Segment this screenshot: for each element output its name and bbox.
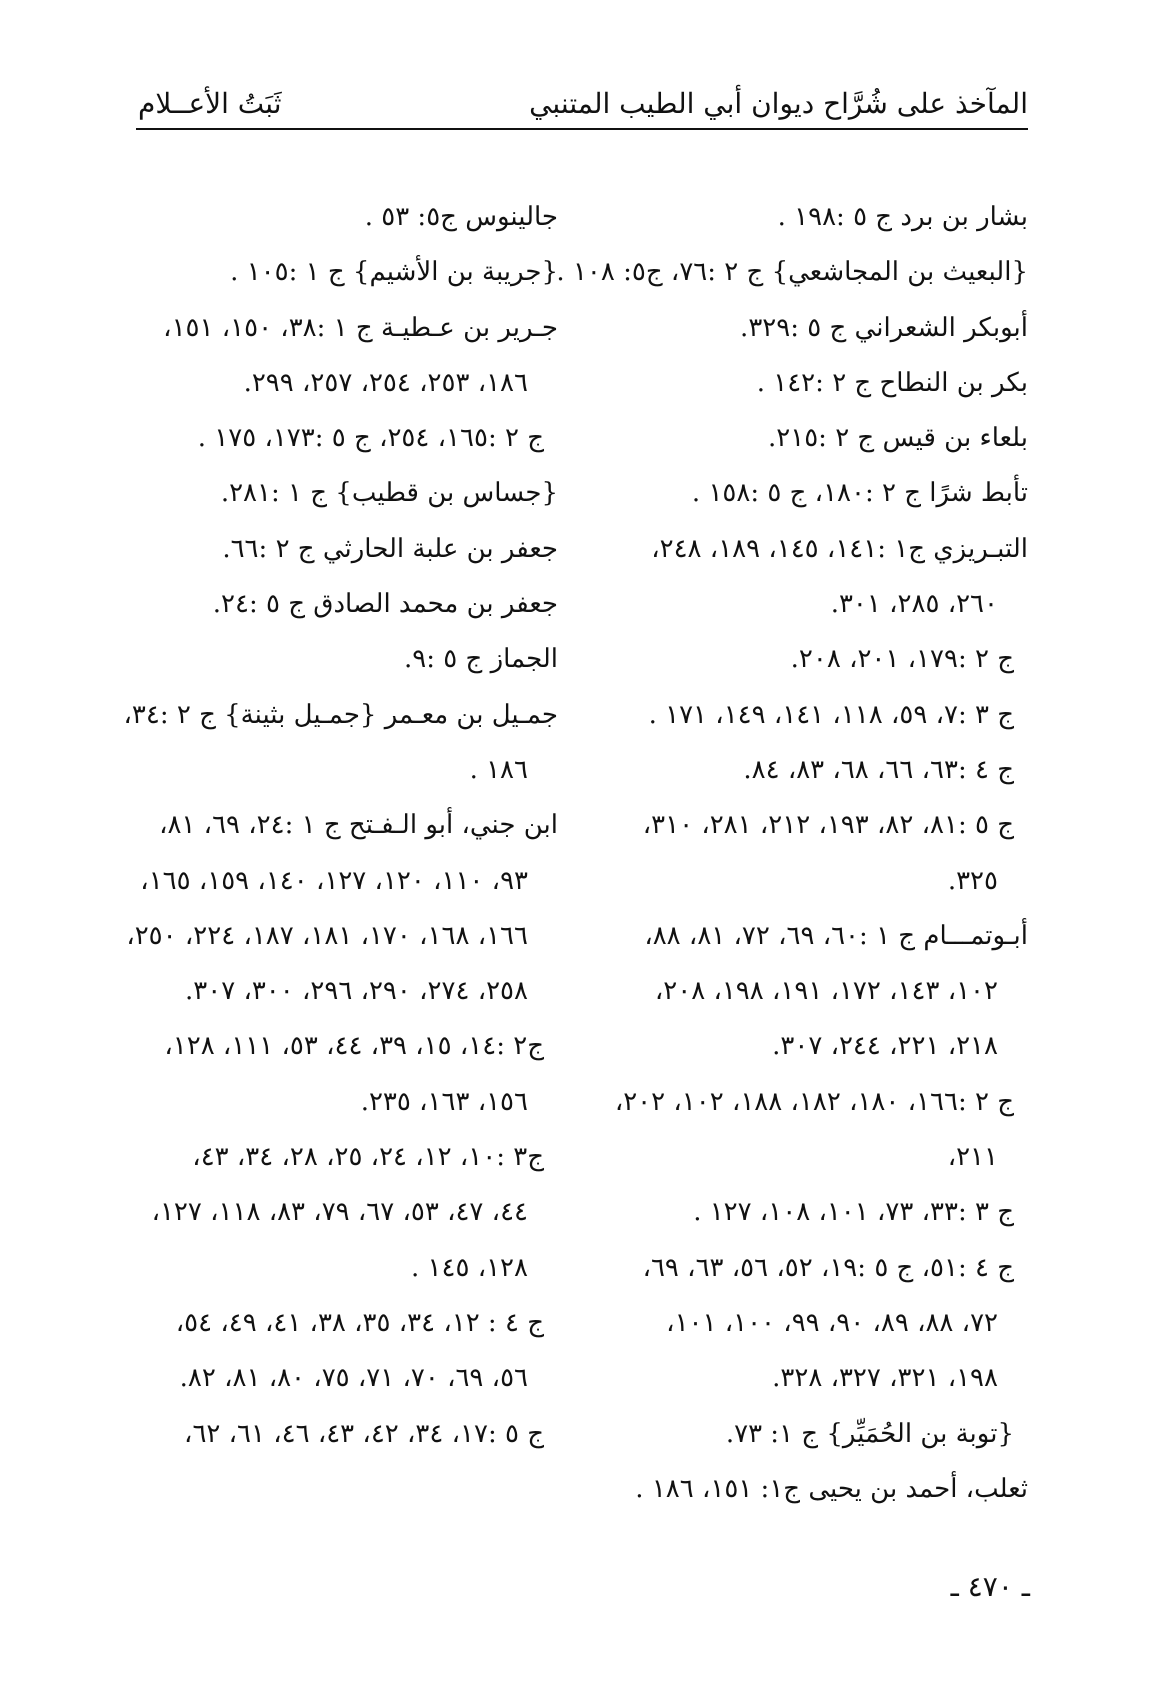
index-entry: ج ٥ :٨١، ٨٢، ١٩٣، ٢١٢، ٢٨١، ٣١٠،	[642, 810, 1014, 841]
index-entry-continuation: ١٨٦، ٢٥٣، ٢٥٤، ٢٥٧، ٢٩٩.	[243, 367, 528, 398]
index-entry-continuation: ٢٥٨، ٢٧٤، ٢٩٠، ٢٩٦، ٣٠٠، ٣٠٧.	[185, 976, 528, 1007]
index-entry: جعفر بن علبة الحارثي ج ٢ :٦٦.	[222, 533, 558, 564]
index-entry: ج ٢ :١٦٥، ٢٥٤، ج ٥ :١٧٣، ١٧٥ .	[197, 423, 544, 454]
index-entry-continuation: ٩٣، ١١٠، ١٢٠، ١٢٧، ١٤٠، ١٥٩، ١٦٥،	[140, 865, 528, 896]
index-entry-continuation: ١٠٢، ١٤٣، ١٧٢، ١٩١، ١٩٨، ٢٠٨،	[654, 976, 998, 1007]
index-entry: تأبط شرًا ج ٢ :١٨٠، ج ٥ :١٥٨ .	[691, 478, 1028, 509]
header-rule	[136, 128, 1028, 130]
index-entry: ج ٤ :٥١، ج ٥ :١٩، ٥٢، ٥٦، ٦٣، ٦٩،	[642, 1252, 1014, 1283]
index-entry-continuation: ٢١٨، ٢٢١، ٢٤٤، ٣٠٧.	[772, 1031, 998, 1062]
index-column-right	[556, 190, 1028, 1517]
index-entry-continuation: ١٦٦، ١٦٨، ١٧٠، ١٨١، ١٨٧، ٢٢٤، ٢٥٠،	[126, 920, 528, 951]
index-entry-continuation: ٣٢٥.	[947, 865, 998, 896]
index-entry: جـرير بن عـطيـة ج ١ :٣٨، ١٥٠، ١٥١،	[163, 312, 558, 343]
index-entry: جمـيل بن معـمر {جمـيل بثينة} ج ٢ :٣٤،	[123, 699, 558, 730]
index-entry-continuation: ١٩٨، ٣٢١، ٣٢٧، ٣٢٨.	[772, 1363, 998, 1394]
index-entry: بكر بن النطاح ج ٢ :١٤٢ .	[756, 367, 1028, 398]
index-entry: {توبة بن الحُمَيِّر} ج ١: ٧٣.	[725, 1418, 1014, 1449]
index-entry: ج٣ :١٠، ١٢، ٢٤، ٢٥، ٢٨، ٣٤، ٤٣،	[192, 1142, 544, 1173]
index-entry: أبـوتمـــام ج ١ :٦٠، ٦٩، ٧٢، ٨١، ٨٨،	[644, 920, 1028, 951]
index-entry-continuation: ٢١١،	[947, 1142, 998, 1173]
index-entry: جعفر بن محمد الصادق ج ٥ :٢٤.	[212, 589, 558, 620]
index-entry: {جريبة بن الأشيم} ج ١ :١٠٥ .	[230, 257, 558, 288]
running-header-book-title: المآخذ على شُرَّاح ديوان أبي الطيب المتنبي	[529, 87, 1028, 120]
index-entry: أبوبكر الشعراني ج ٥ :٣٢٩.	[740, 312, 1028, 343]
index-entry-continuation: ١٢٨، ١٤٥ .	[411, 1252, 528, 1283]
index-entry: ج٢ :١٤، ١٥، ٣٩، ٤٤، ٥٣، ١١١، ١٢٨،	[164, 1031, 544, 1062]
index-entry: ثعلب، أحمد بن يحيى ج١: ١٥١، ١٨٦ .	[635, 1473, 1028, 1504]
index-entry: ج ٣ :٣٣، ٧٣، ١٠١، ١٠٨، ١٢٧ .	[693, 1197, 1014, 1228]
index-entry: ابن جني، أبو الـفـتح ج ١ :٢٤، ٦٩، ٨١،	[159, 810, 558, 841]
index-entry: بلعاء بن قيس ج ٢ :٢١٥.	[768, 423, 1028, 454]
index-entry: بشار بن برد ج ٥ :١٩٨ .	[777, 202, 1028, 232]
index-entry: {جساس بن قطيب} ج ١ :٢٨١.	[220, 478, 558, 509]
index-entry-continuation: ٥٦، ٦٩، ٧٠، ٧١، ٧٥، ٨٠، ٨١، ٨٢.	[179, 1363, 528, 1394]
index-entry-continuation: ١٥٦، ١٦٣، ٢٣٥.	[360, 1086, 528, 1117]
index-column-left	[123, 190, 558, 1462]
index-entry: جالينوس ج٥: ٥٣ .	[364, 202, 558, 232]
running-header-section-title: ثَبَتُ الأعــلام	[138, 87, 282, 120]
index-entry-continuation: ١٨٦ .	[469, 754, 528, 785]
index-entry: ج ٥ :١٧، ٣٤، ٤٢، ٤٣، ٤٦، ٦١، ٦٢،	[184, 1418, 544, 1449]
index-entry: ج ٢ :١٦٦، ١٨٠، ١٨٢، ١٨٨، ١٠٢، ٢٠٢،	[614, 1086, 1014, 1117]
index-entry-continuation: ٢٦٠، ٢٨٥، ٣٠١.	[830, 589, 998, 620]
index-entry: الجماز ج ٥ :٩.	[404, 644, 558, 675]
index-entry: التبـريزي ج١ :١٤١، ١٤٥، ١٨٩، ٢٤٨،	[651, 533, 1028, 564]
index-entry: ج ٤ : ١٢، ٣٤، ٣٥، ٣٨، ٤١، ٤٩، ٥٤،	[175, 1307, 544, 1338]
index-entry: {البعيث بن المجاشعي} ج ٢ :٧٦، ج٥: ١٠٨ .	[556, 257, 1028, 288]
index-entry-continuation: ٧٢، ٨٨، ٨٩، ٩٠، ٩٩، ١٠٠، ١٠١،	[666, 1307, 998, 1338]
index-entry-continuation: ٤٤، ٤٧، ٥٣، ٦٧، ٧٩، ٨٣، ١١٨، ١٢٧،	[151, 1197, 528, 1228]
index-entry: ج ٢ :١٧٩، ٢٠١، ٢٠٨.	[790, 644, 1014, 675]
index-entry: ج ٤ :٦٣، ٦٦، ٦٨، ٨٣، ٨٤.	[743, 754, 1014, 785]
index-entry: ج ٣ :٧، ٥٩، ١١٨، ١٤١، ١٤٩، ١٧١ .	[648, 699, 1014, 730]
page-number: ـ ٤٧٠ ـ	[950, 1570, 1030, 1603]
